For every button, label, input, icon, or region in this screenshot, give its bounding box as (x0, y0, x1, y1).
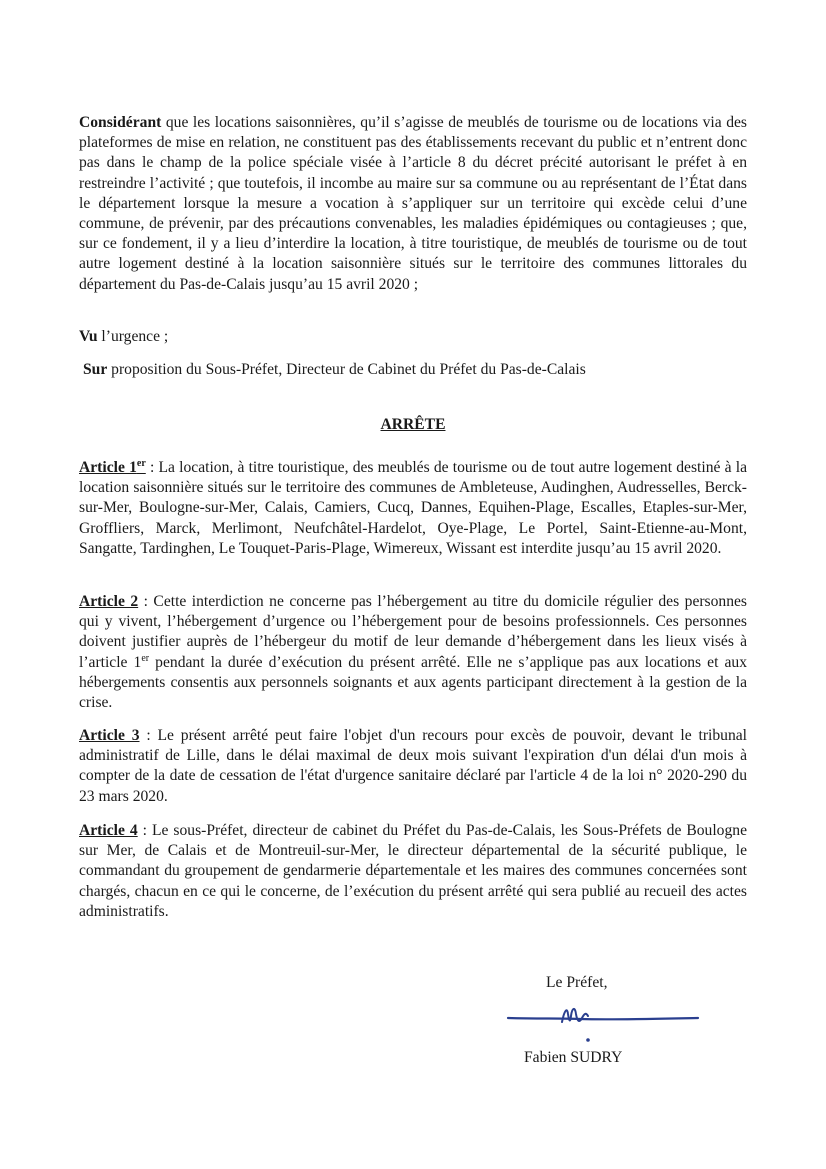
article-2-text-a: : Cette interdiction ne concerne pas l’hébergement au titre du domicile régulier des personnes qui y vivent, l’hébergement d’urgence ou l’hébergement pour de besoins professionnels. Ces personnes doivent justifier auprès de l’hébergeur du motif de leur demande d’hébergement dans les lieux visés à l’article 1 (79, 593, 748, 671)
article-4-text: : Le sous-Préfet, directeur de cabinet du Préfet du Pas-de-Calais, les Sous-Préfets de Boulogne sur Mer, de Calais et de Montreuil-sur-Mer, le directeur départemental de la sécurité publique, le commandant du groupement de gendarmerie départementale et les maires des communes concernées sont chargés, chacun en ce qui le concerne, de l’exécution du présent arrêté qui sera publié au recueil des actes administratifs. (79, 822, 747, 920)
article-4-title: Article 4 (79, 822, 138, 839)
article-2 (79, 592, 747, 713)
signature-name: Fabien SUDRY (524, 1049, 623, 1066)
arrete-heading: ARRÊTE (380, 416, 446, 433)
article-2-text-b: pendant la durée d’exécution du présent arrêté. Elle ne s’applique pas aux locations et aux hébergements consentis aux personnels soignants et aux agents participant directement à la gestion de la crise. (79, 653, 747, 712)
sur-text: proposition du Sous-Préfet, Directeur de Cabinet du Préfet du Pas-de-Calais (107, 361, 586, 378)
article-1-title-text: Article 1 (79, 459, 137, 476)
article-1 (79, 458, 747, 559)
considerant-paragraph (79, 113, 747, 295)
handwritten-signature (500, 998, 710, 1046)
article-2-sup: er (141, 652, 150, 664)
article-3 (79, 726, 747, 807)
considerant-lead: Considérant (79, 114, 162, 131)
article-2-title: Article 2 (79, 593, 139, 610)
sur-paragraph (83, 360, 751, 380)
article-1-title-sup: er (136, 457, 146, 469)
considerant-text: que les locations saisonnières, qu’il s’agisse de meublés de tourisme ou de locations via des plateformes de mise en relation, ne constituent pas des établissements recevant du public et n’entrent donc pas dans le champ de la police spéciale visée à l’article 8 du décret précité autorisant le préfet à en restreindre l’activité ; que toutefois, il incombe au maire sur sa commune ou au représentant de l’État dans le département lorsque la mesure a vocation à s’appliquer sur un territoire qui excède celui d’une commune, de prévenir, par des précautions convenables, les maladies épidémiques ou contagieuses ; que, sur ce fondement, il y a lieu d’interdire la location, à titre touristique, de meublés de tourisme ou de tout autre logement destiné à la location saisonnière situés sur le territoire des communes littorales du département du Pas-de-Calais jusqu’au 15 avril 2020 ; (79, 114, 747, 293)
article-3-title: Article 3 (79, 727, 140, 744)
article-1-text: : La location, à titre touristique, des meublés de tourisme ou de tout autre logement destiné à la location saisonnière situés sur le territoire des communes de Ambleteuse, Audinghen, Audresselles, Berck-sur-Mer, Boulogne-sur-Mer, Calais, Camiers, Cucq, Dannes, Equihen-Plage, Escalles, Etaples-sur-Mer, Groffliers, Marck, Merlimont, Neufchâtel-Hardelot, Oye-Plage, Le Portel, Saint-Etienne-au-Mont, Sangatte, Tardinghen, Le Touquet-Paris-Plage, Wimereux, Wissant est interdite jusqu’au 15 avril 2020. (79, 459, 747, 557)
vu-paragraph (79, 327, 747, 347)
article-3-text: : Le présent arrêté peut faire l'objet d'un recours pour excès de pouvoir, devant le tribunal administratif de Lille, dans le délai maximal de deux mois suivant l'expiration d'un délai d'un mois à compter de la date de cessation de l'état d'urgence sanitaire déclaré par l'article 4 de la loi n° 2020-290 du 23 mars 2020. (79, 727, 747, 805)
sur-lead: Sur (83, 361, 108, 378)
signature-title: Le Préfet, (546, 974, 608, 991)
article-1-title (79, 459, 146, 476)
vu-lead: Vu (79, 328, 98, 345)
article-4 (79, 821, 747, 922)
vu-text: l’urgence ; (97, 328, 169, 345)
